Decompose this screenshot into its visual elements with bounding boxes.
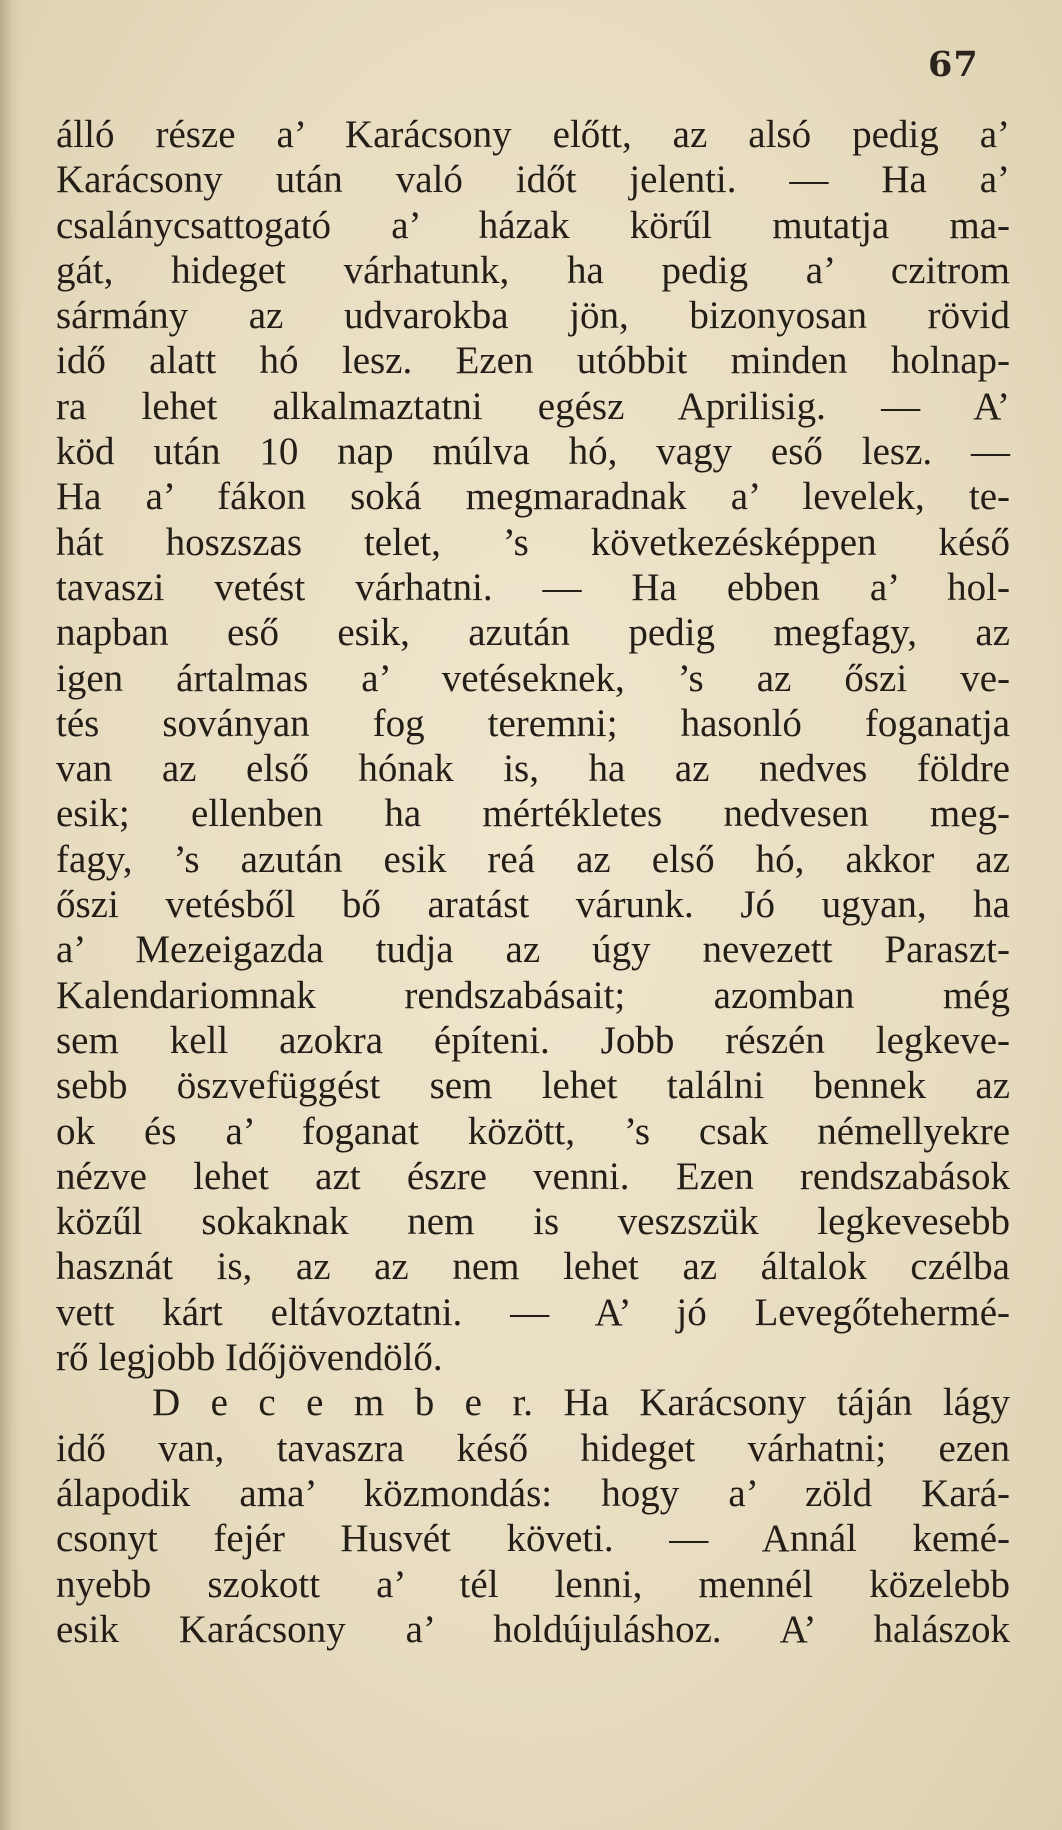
text-line: Ha a’ fákon soká megmaradnak a’ levelek, te- <box>56 475 1010 519</box>
text-line: ra lehet alkalmaztatni egész Aprilisig. — A’ <box>56 384 1010 428</box>
text-line: őszi vetésből bő aratást várunk. Jó ugyan, ha <box>56 883 1010 927</box>
text-line: van az első hónak is, ha az nedves földre <box>56 747 1010 791</box>
text-line: csalánycsattogató a’ házak körűl mutatja ma- <box>56 203 1010 247</box>
section-heading-line: D e c e m b e r. Ha Karácsony táján lágy <box>152 1381 1010 1425</box>
page-spine-shadow <box>0 0 22 1830</box>
text-line: Kalendariomnak rendszabásait; azomban még <box>56 973 1010 1017</box>
page-number: 67 <box>928 44 979 85</box>
body-text <box>56 112 1010 1652</box>
text-line: közűl sokaknak nem is veszszük legkevesebb <box>56 1200 1010 1244</box>
text-line: sebb öszvefüggést sem lehet találni bennek az <box>56 1064 1010 1108</box>
text-line: a’ Mezeigazda tudja az úgy nevezett Paraszt- <box>56 928 1010 972</box>
paragraph-end-line: rő legjobb Időjövendölő. <box>56 1336 443 1380</box>
text-line: hasznát is, az az nem lehet az általok czélba <box>56 1245 1010 1289</box>
text-line: esik; ellenben ha mértékletes nedvesen meg- <box>56 792 1010 836</box>
text-line: csonyt fejér Husvét követi. — Annál kemé- <box>56 1517 1010 1561</box>
text-line: nézve lehet azt észre venni. Ezen rendszabások <box>56 1154 1010 1198</box>
text-line: idő alatt hó lesz. Ezen utóbbit minden holnap- <box>56 339 1010 383</box>
text-line: sármány az udvarokba jön, bizonyosan rövid <box>56 294 1010 338</box>
text-line: köd után 10 nap múlva hó, vagy eső lesz. — <box>56 430 1010 474</box>
text-line: álló része a’ Karácsony előtt, az alsó pedig a’ <box>56 113 1010 156</box>
text-line: esik Karácsony a’ holdújuláshoz. A’ halászok <box>56 1607 1010 1651</box>
text-line: álapodik ama’ közmondás: hogy a’ zöld Kará- <box>56 1471 1010 1515</box>
text-line: sem kell azokra építeni. Jobb részén legkeve- <box>56 1018 1010 1062</box>
text-line: Karácsony után való időt jelenti. — Ha a’ <box>56 158 1010 202</box>
text-line: tés soványan fog teremni; hasonló foganatja <box>56 701 1010 745</box>
text-line: ok és a’ foganat között, ’s csak némellyekre <box>56 1109 1010 1153</box>
text-line: igen ártalmas a’ vetéseknek, ’s az őszi ve- <box>56 656 1010 700</box>
text-line: napban eső esik, azután pedig megfagy, az <box>56 611 1010 655</box>
text-line: nyebb szokott a’ tél lenni, mennél közelebb <box>56 1562 1010 1606</box>
text-line: hát hoszszas telet, ’s következésképpen késő <box>56 520 1010 564</box>
text-line: vett kárt eltávoztatni. — A’ jó Levegőtehermé- <box>56 1290 1010 1334</box>
text-line: fagy, ’s azután esik reá az első hó, akkor az <box>56 837 1010 881</box>
text-line: tavaszi vetést várhatni. — Ha ebben a’ hol- <box>56 565 1010 609</box>
text-line: idő van, tavaszra késő hideget várhatni; ezen <box>56 1426 1010 1470</box>
text-line: gát, hideget várhatunk, ha pedig a’ czitrom <box>56 248 1010 292</box>
